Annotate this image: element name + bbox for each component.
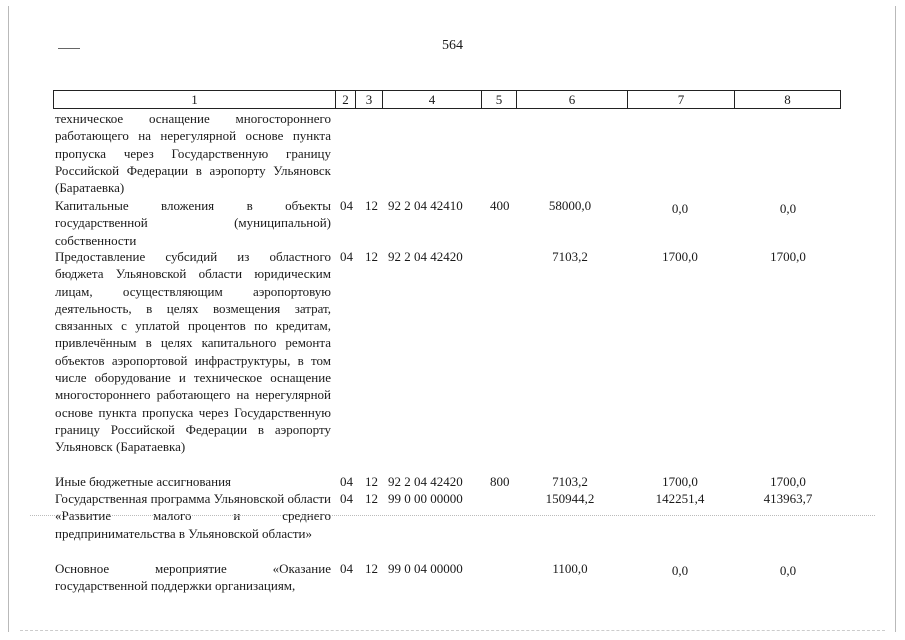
row-name: Основное мероприятие «Оказание государственной поддержки организациям, bbox=[55, 561, 331, 594]
row-amount-1: 7103,2 bbox=[552, 474, 588, 489]
header-col-3: 3 bbox=[355, 91, 382, 108]
row-amount-3: 1700,0 bbox=[770, 249, 806, 264]
row-amount-3: 0,0 bbox=[779, 201, 797, 216]
table-header bbox=[53, 90, 841, 109]
row-amount-2: 0,0 bbox=[671, 201, 689, 216]
row-name: Капитальные вложения в объекты государственной (муниципальной) собственности bbox=[55, 198, 331, 248]
row-amount-2: 0,0 bbox=[671, 563, 689, 578]
row-expense-type: 400 bbox=[490, 198, 510, 213]
row-amount-3: 413963,7 bbox=[763, 491, 813, 506]
row-target-code: 92 2 04 42420 bbox=[388, 249, 463, 264]
row-subsection: 12 bbox=[365, 198, 378, 213]
row-section: 04 bbox=[340, 198, 353, 213]
row-section: 04 bbox=[340, 249, 353, 264]
row-amount-1: 1100,0 bbox=[552, 561, 588, 576]
row-name: Иные бюджетные ассигнования bbox=[55, 474, 232, 489]
row-amount-1: 7103,2 bbox=[552, 249, 588, 264]
scan-artifact bbox=[30, 515, 875, 516]
row-expense-type: 800 bbox=[490, 474, 510, 489]
row-amount-2: 1700,0 bbox=[662, 474, 698, 489]
row-target-code: 99 0 00 00000 bbox=[388, 491, 463, 506]
header-col-7: 7 bbox=[627, 91, 734, 108]
row-section: 04 bbox=[340, 491, 353, 506]
header-col-1: 1 bbox=[191, 92, 198, 107]
header-col-4: 4 bbox=[382, 91, 481, 108]
header-col-5: 5 bbox=[481, 91, 516, 108]
row-subsection: 12 bbox=[365, 249, 378, 264]
header-col-2: 2 bbox=[335, 91, 355, 108]
row-subsection: 12 bbox=[365, 561, 378, 576]
row-amount-2: 142251,4 bbox=[655, 491, 705, 506]
row-amount-1: 150944,2 bbox=[545, 491, 595, 506]
row-amount-3: 1700,0 bbox=[770, 474, 806, 489]
row-amount-1: 58000,0 bbox=[548, 198, 592, 213]
row-name: техническое оснащение многостороннего работающего на нерегулярной основе пункта пропуска через Государственную границу Российской Федерации в аэропорту Ульяновск (Баратаевка) bbox=[55, 111, 331, 196]
row-section: 04 bbox=[340, 474, 353, 489]
row-name: Предоставление субсидий из областного бюджета Ульяновской области юридическим лицам, осуществляющим аэропортовую деятельность, в целях возмещения затрат, связанных с уплатой процентов по кредитам, привлечённым в целях капитального ремонта объектов аэропортовой инфраструктуры, в том числе оборудование и техническое оснащение многостороннего работающего на нерегулярной основе пункта пропуска через Государственную границу Российской Федерации в аэропорту Ульяновск (Баратаевка) bbox=[55, 249, 331, 455]
header-col-6: 6 bbox=[516, 91, 627, 108]
row-name: Государственная программа Ульяновской области «Развитие малого и среднего предпринимательства в Ульяновской области» bbox=[55, 491, 331, 541]
scan-artifact bbox=[20, 630, 885, 631]
row-subsection: 12 bbox=[365, 491, 378, 506]
row-amount-2: 1700,0 bbox=[662, 249, 698, 264]
row-target-code: 92 2 04 42420 bbox=[388, 474, 463, 489]
row-subsection: 12 bbox=[365, 474, 378, 489]
header-col-8: 8 bbox=[734, 91, 840, 108]
row-target-code: 99 0 04 00000 bbox=[388, 561, 463, 576]
page-number: 564 bbox=[442, 38, 463, 53]
row-target-code: 92 2 04 42410 bbox=[388, 198, 463, 213]
row-amount-3: 0,0 bbox=[779, 563, 797, 578]
row-section: 04 bbox=[340, 561, 353, 576]
